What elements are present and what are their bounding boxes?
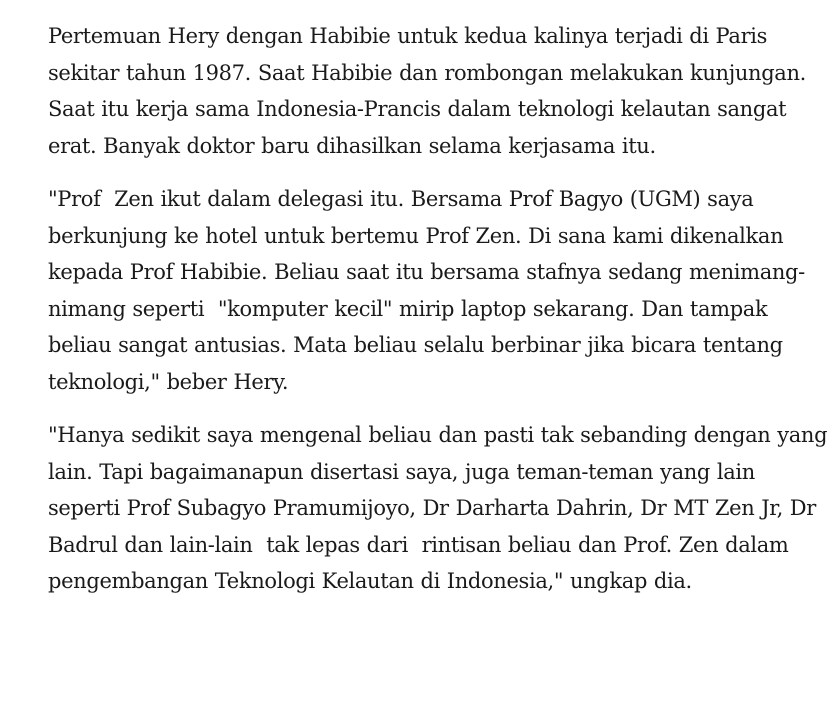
article-paragraph-1: Pertemuan Hery dengan Habibie untuk kedua kalinya terjadi di Paris sekitar tahun 1987. Saat Habibie dan rombongan melakukan kunjungan. Saat itu kerja sama Indonesia-Prancis dalam teknologi kelautan sangat erat. Banyak doktor baru dihasilkan selama kerjasama itu. [48, 24, 813, 158]
article-body [48, 18, 833, 600]
article-paragraph-3: "Hanya sedikit saya mengenal beliau dan pasti tak sebanding dengan yang lain. Tapi bagaimanapun disertasi saya, juga teman-teman yang lain seperti Prof Subagyo Pramumijoyo, Dr Darharta Dahrin, Dr MT Zen Jr, Dr Badrul dan lain-lain tak lepas dari rintisan beliau dan Prof. Zen dalam pengembangan Teknologi Kelautan di Indonesia," ungkap dia. [48, 423, 835, 593]
article-paragraph-2: "Prof Zen ikut dalam delegasi itu. Bersama Prof Bagyo (UGM) saya berkunjung ke hotel untuk bertemu Prof Zen. Di sana kami dikenalkan kepada Prof Habibie. Beliau saat itu bersama stafnya sedang menimang-nimang seperti "komputer kecil" mirip laptop sekarang. Dan tampak beliau sangat antusias. Mata beliau selalu berbinar jika bicara tentang teknologi," beber Hery. [48, 187, 805, 394]
